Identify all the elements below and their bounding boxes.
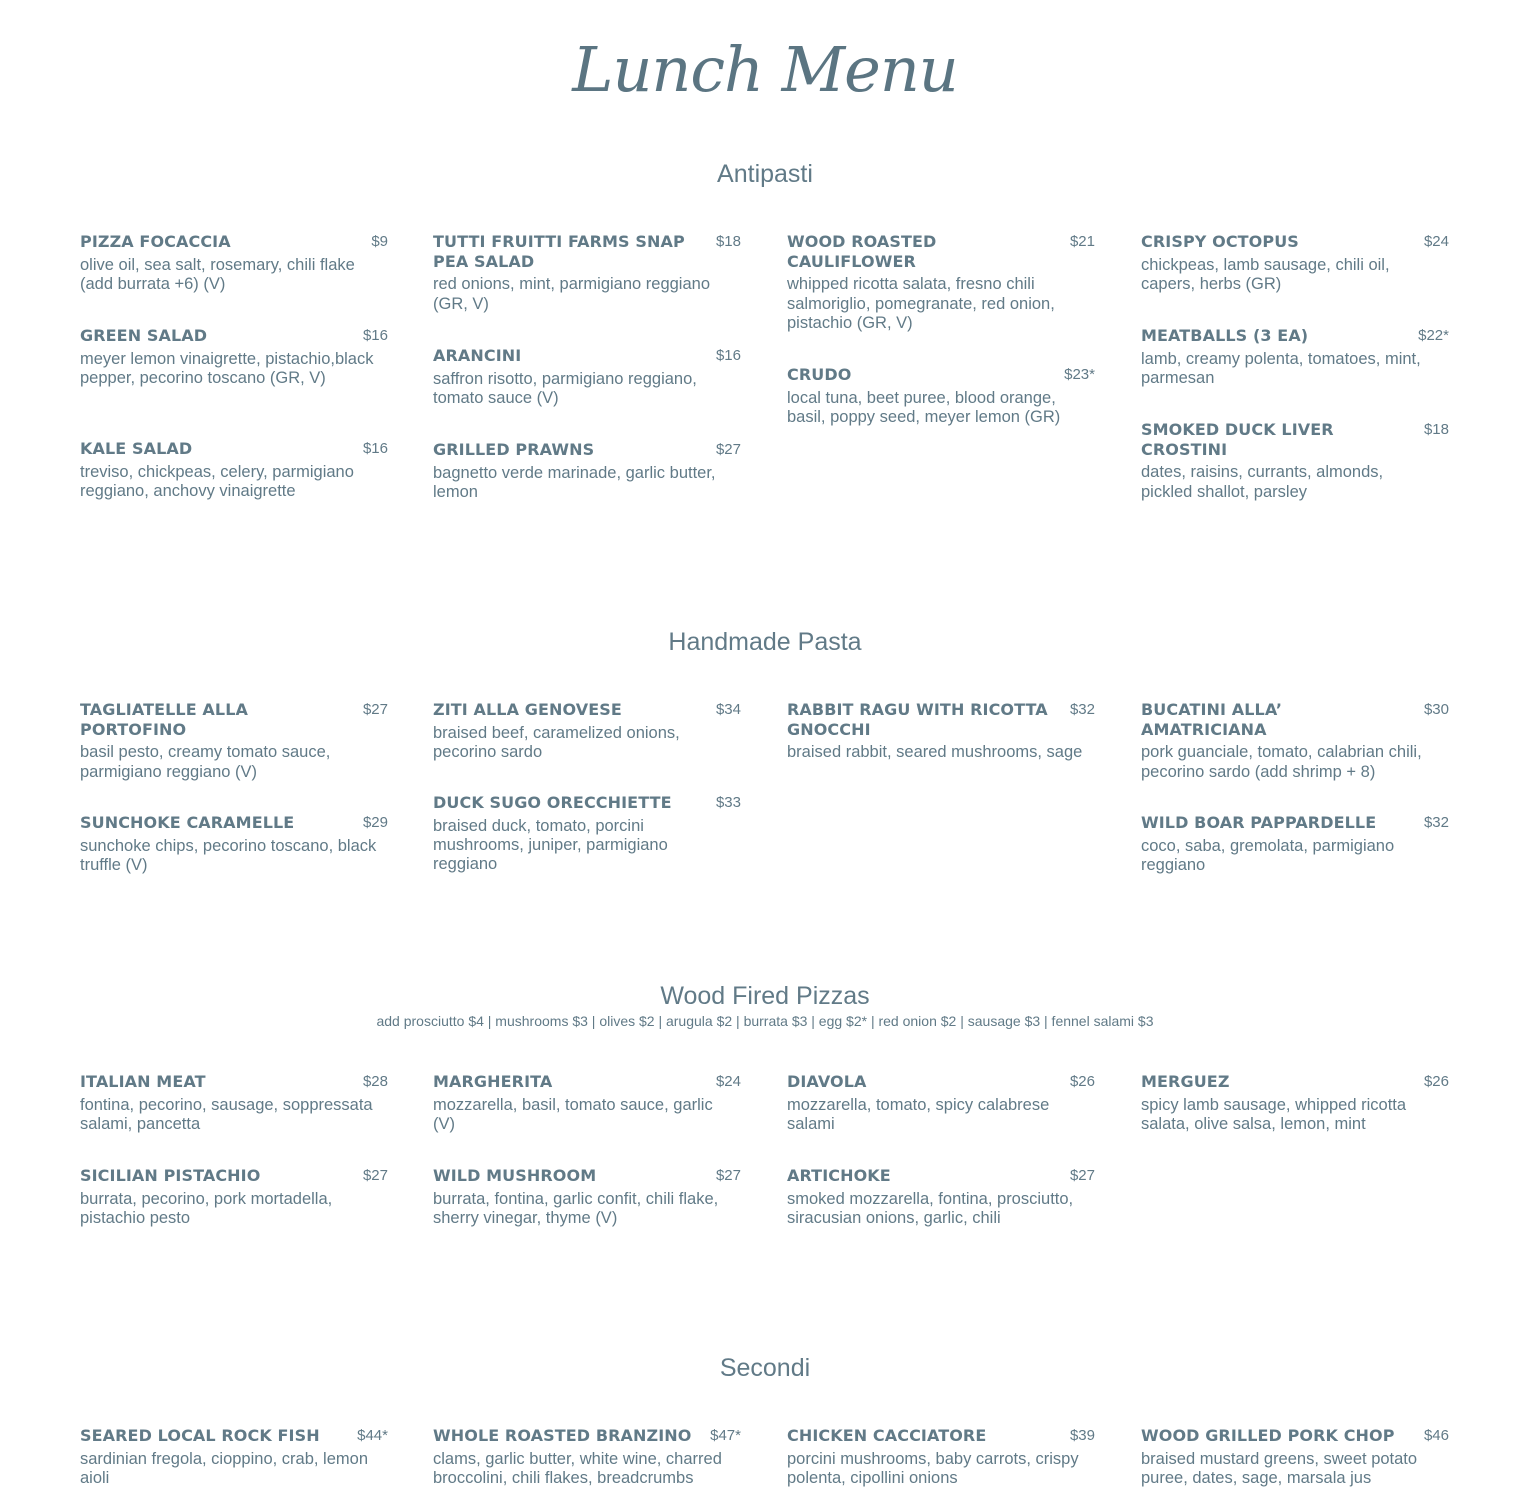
menu-item-name: WILD MUSHROOM [433,1166,597,1185]
menu-item [1141,700,1449,782]
menu-item [433,232,741,314]
menu-item-description: basil pesto, creamy tomato sauce, parmigiano reggiano (V) [80,743,331,781]
menu-item-description: red onions, mint, parmigiano reggiano (GR, V) [433,275,710,313]
menu-item [787,1072,1095,1134]
menu-item-price: $24 [715,1073,741,1090]
menu-item-header [433,232,741,271]
menu-item [787,1166,1095,1228]
menu-item-price: $23* [1064,366,1095,383]
menu-item-header [1141,232,1449,252]
menu-item-name: KALE SALAD [80,439,193,458]
menu-item-price: $33 [715,794,741,811]
menu-item [433,1072,741,1134]
menu-item [433,700,741,762]
menu-item-name: RABBIT RAGU WITH RICOTTA GNOCCHI [787,700,1048,739]
menu-item-description: braised duck, tomato, porcini mushrooms, juniper, parmigiano reggiano [433,816,668,874]
menu-item-description: sunchoke chips, pecorino toscano, black truffle (V) [80,836,377,874]
menu-item-description: coco, saba, gremolata, parmigiano reggiano [1141,836,1395,874]
section-title: Secondi [719,1354,811,1382]
menu-item-description: braised rabbit, seared mushrooms, sage [787,743,1083,762]
menu-item [787,1426,1095,1488]
section-title: Handmade Pasta [668,628,862,656]
menu-item-description: fontina, pecorino, sausage, soppressata salami, pancetta [80,1095,373,1133]
section-secondi [0,1353,1530,1383]
menu-item-name: WHOLE ROASTED BRANZINO [433,1426,692,1445]
menu-item-header [433,440,741,460]
menu-item-price: $27 [362,701,388,718]
menu-item-description: olive oil, sea salt, rosemary, chili flake (add burrata +6) (V) [80,255,355,293]
menu-item-header [433,1072,741,1092]
menu-item [1141,420,1449,502]
menu-item [80,813,388,875]
menu-item-price: $21 [1069,233,1095,250]
menu-item-description: burrata, fontina, garlic confit, chili flake, sherry vinegar, thyme (V) [433,1189,719,1227]
menu-item-name: PIZZA FOCACCIA [80,232,231,251]
menu-item-name: TAGLIATELLE ALLA PORTOFINO [80,700,248,739]
menu-item-name: SMOKED DUCK LIVER CROSTINI [1141,420,1334,459]
menu-item-name: BUCATINI ALLA’ AMATRICIANA [1141,700,1283,739]
menu-item-description: treviso, chickpeas, celery, parmigiano reggiano, anchovy vinaigrette [80,462,354,500]
menu-item-price: $47* [710,1427,741,1444]
menu-item-name: DIAVOLA [787,1072,867,1091]
menu-item-price: $24 [1423,233,1449,250]
menu-item-description: local tuna, beet puree, blood orange, basil, poppy seed, meyer lemon (GR) [787,388,1061,426]
menu-item-name: CRISPY OCTOPUS [1141,232,1299,251]
menu-item-name: SICILIAN PISTACHIO [80,1166,261,1185]
menu-item [80,1166,388,1228]
menu-item-price: $16 [362,327,388,344]
menu-item-name: GRILLED PRAWNS [433,440,595,459]
menu-item-description: mozzarella, tomato, spicy calabrese salami [787,1095,1050,1133]
menu-item-header [1141,813,1449,833]
menu-item-header [80,232,388,252]
menu-title: Lunch Menu [572,33,958,106]
menu-item-description: pork guanciale, tomato, calabrian chili, pecorino sardo (add shrimp + 8) [1141,743,1422,781]
menu-item-name: DUCK SUGO ORECCHIETTE [433,793,672,812]
menu-item-price: $34 [715,701,741,718]
section-note: add prosciutto $4 | mushrooms $3 | olives $2 | arugula $2 | burrata $3 | egg $2* | red onion $2 | sausage $3 | fennel salami $3 [376,1013,1154,1029]
menu-item-header [787,232,1095,271]
menu-item-description: meyer lemon vinaigrette, pistachio,black pepper, pecorino toscano (GR, V) [80,349,374,387]
menu-item-price: $18 [715,233,741,250]
menu-item-name: ZITI ALLA GENOVESE [433,700,622,719]
menu-item-price: $26 [1069,1073,1095,1090]
menu-item-name: GREEN SALAD [80,326,208,345]
menu-item-header [80,1426,388,1446]
menu-item-header [80,813,388,833]
menu-item-price: $16 [715,347,741,364]
menu-item-header [787,1426,1095,1446]
menu-item [1141,1426,1449,1488]
menu-item-description: braised mustard greens, sweet potato puree, dates, sage, marsala jus [1141,1449,1418,1487]
menu-item-header [80,326,388,346]
menu-item-header [1141,420,1449,459]
menu-item-header [80,1072,388,1092]
menu-item [433,440,741,502]
menu-item-name: SUNCHOKE CARAMELLE [80,813,295,832]
menu-item [80,439,388,501]
menu-item-name: ITALIAN MEAT [80,1072,206,1091]
menu-item [1141,1072,1449,1134]
menu-item-header [787,365,1095,385]
menu-item-header [433,346,741,366]
menu-item-name: MARGHERITA [433,1072,553,1091]
menu-item-description: bagnetto verde marinade, garlic butter, lemon [433,463,716,501]
menu-item-price: $29 [362,814,388,831]
menu-item-price: $16 [362,440,388,457]
section-title: Wood Fired Pizzas [660,982,870,1010]
menu-item-header [787,1072,1095,1092]
menu-item [80,232,388,294]
menu-item-description: lamb, creamy polenta, tomatoes, mint, parmesan [1141,349,1421,387]
menu-item-price: $27 [1069,1167,1095,1184]
menu-item-description: sardinian fregola, cioppino, crab, lemon aioli [80,1449,369,1487]
menu-item-price: $27 [715,1167,741,1184]
menu-item-header [80,439,388,459]
menu-item-header [433,793,741,813]
menu-item-name: MERGUEZ [1141,1072,1230,1091]
menu-item-header [433,700,741,720]
menu-item-price: $9 [371,233,388,250]
section-handmade-pasta [0,627,1530,657]
menu-item-header [80,1166,388,1186]
menu-item-header [433,1166,741,1186]
menu-item-description: dates, raisins, currants, almonds, pickled shallot, parsley [1141,463,1384,501]
menu-item-name: ARTICHOKE [787,1166,891,1185]
menu-item-description: mozzarella, basil, tomato sauce, garlic (V) [433,1095,713,1133]
menu-item-description: chickpeas, lamb sausage, chili oil, capers, herbs (GR) [1141,255,1390,293]
menu-item-name: CRUDO [787,365,852,384]
menu-item-price: $46 [1423,1427,1449,1444]
menu-item [787,700,1095,763]
menu-item-name: MEATBALLS (3 EA) [1141,326,1309,345]
menu-item [80,1426,388,1488]
menu-item-price: $22* [1418,327,1449,344]
menu-item [433,1426,741,1488]
menu-item [80,326,388,388]
menu-item [787,365,1095,427]
menu-item-description: saffron risotto, parmigiano reggiano, tomato sauce (V) [433,369,697,407]
menu-item [433,793,741,875]
menu-item-header [433,1426,741,1446]
menu-item [1141,813,1449,875]
menu-item [433,346,741,408]
menu-item-description: burrata, pecorino, pork mortadella, pistachio pesto [80,1189,333,1227]
menu-item-header [1141,326,1449,346]
menu-item-header [787,1166,1095,1186]
menu-item [80,700,388,782]
menu-item [1141,326,1449,388]
menu-item-price: $32 [1423,814,1449,831]
menu-item-name: WOOD GRILLED PORK CHOP [1141,1426,1395,1445]
menu-item-name: TUTTI FRUITTI FARMS SNAP PEA SALAD [433,232,685,271]
menu-item-price: $32 [1069,701,1095,718]
menu-item-header [1141,700,1449,739]
menu-item-price: $30 [1423,701,1449,718]
menu-item [80,1072,388,1134]
section-title: Antipasti [717,160,813,188]
section-antipasti [0,159,1530,189]
menu-item-description: porcini mushrooms, baby carrots, crispy polenta, cipollini onions [787,1449,1079,1487]
menu-item-description: spicy lamb sausage, whipped ricotta salata, olive salsa, lemon, mint [1141,1095,1407,1133]
menu-item-description: whipped ricotta salata, fresno chili salmoriglio, pomegranate, red onion, pistachio (GR, V) [787,275,1055,332]
menu-item-price: $39 [1069,1427,1095,1444]
menu-item-header [1141,1072,1449,1092]
menu-item-description: smoked mozzarella, fontina, prosciutto, siracusian onions, garlic, chili [787,1189,1074,1227]
menu-item-price: $27 [715,441,741,458]
menu-item-name: ARANCINI [433,346,522,365]
menu-item-price: $18 [1423,421,1449,438]
menu-item-price: $27 [362,1167,388,1184]
section-wood-fired-pizzas [0,981,1530,1030]
menu-item [787,232,1095,333]
menu-item [1141,232,1449,294]
menu-item-header [1141,1426,1449,1446]
menu-item-description: braised beef, caramelized onions, pecorino sardo [433,723,680,761]
menu-item-description: clams, garlic butter, white wine, charred broccolini, chili flakes, breadcrumbs [433,1449,722,1487]
menu-item-header [80,700,388,739]
menu-item-name: WILD BOAR PAPPARDELLE [1141,813,1377,832]
menu-item-name: CHICKEN CACCIATORE [787,1426,987,1445]
menu-item-name: WOOD ROASTED CAULIFLOWER [787,232,937,271]
menu-item-price: $28 [362,1073,388,1090]
menu-item-name: SEARED LOCAL ROCK FISH [80,1426,320,1445]
menu-item-price: $26 [1423,1073,1449,1090]
menu-item-header [787,700,1095,739]
menu-item [433,1166,741,1228]
menu-item-price: $44* [357,1427,388,1444]
